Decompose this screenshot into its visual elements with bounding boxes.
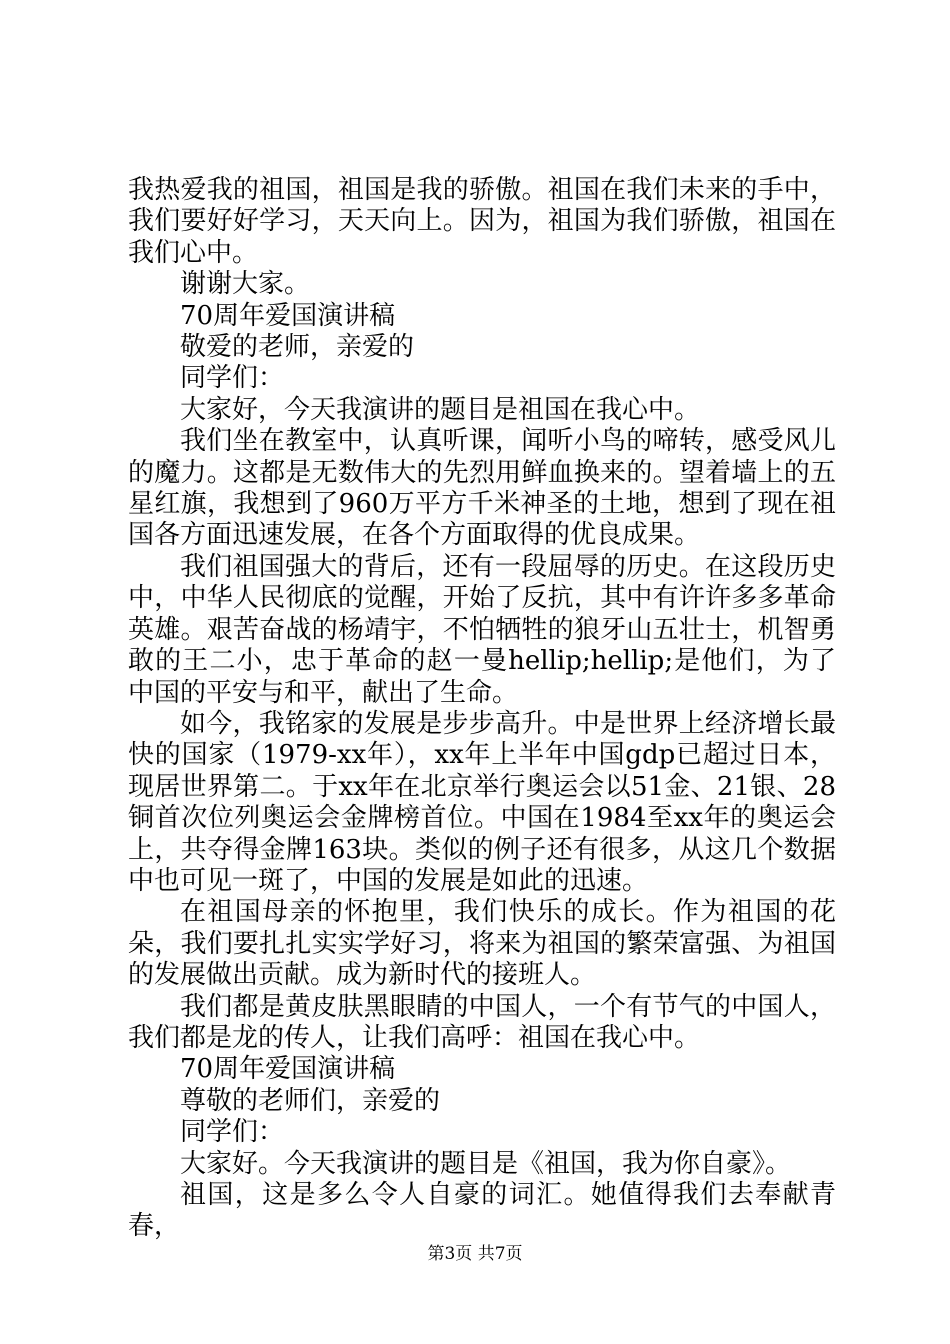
paragraph: 祖国，这是多么令人自豪的词汇。她值得我们去奉献青春， [128, 1180, 836, 1242]
paragraph: 如今，我铭家的发展是步步高升。中是世界上经济增长最快的国家（1979-xx年），xx年上半年中国gdp已超过日本，现居世界第二。于xx年在北京举行奥运会以51金、21银、28铜首次位列奥运会金牌榜首位。中国在1984至xx年的奥运会上，共夺得金牌163块。类似的例子还有很多，从这几个数据中也可见一斑了，中国的发展是如此的迅速。 [128, 708, 836, 896]
salutation: 同学们： [180, 1117, 285, 1148]
salutation: 敬爱的老师，亲爱的 [180, 332, 415, 363]
section-title: 70周年爱国演讲稿 [180, 300, 396, 331]
paragraph: 我热爱我的祖国，祖国是我的骄傲。祖国在我们未来的手中，我们要好好学习，天天向上。因为，祖国为我们骄傲，祖国在我们心中。 [128, 175, 836, 268]
page-number: 第3页 [427, 1244, 473, 1264]
paragraph: 谢谢大家。 [180, 269, 311, 300]
paragraph: 在祖国母亲的怀抱里，我们快乐的成长。作为祖国的花朵，我们要扎扎实实学好习，将来为祖国的繁荣富强、为祖国的发展做出贡献。成为新时代的接班人。 [128, 897, 836, 991]
document-body [128, 175, 836, 1243]
paragraph: 我们都是黄皮肤黑眼睛的中国人，一个有节气的中国人，我们都是龙的传人，让我们高呼：祖国在我心中。 [128, 991, 836, 1053]
page-footer [0, 1243, 950, 1265]
section-title: 70周年爱国演讲稿 [180, 1054, 396, 1085]
paragraph: 我们坐在教室中，认真听课，闻听小鸟的啼转，感受风儿的魔力。这都是无数伟大的先烈用鲜血换来的。望着墙上的五星红旗，我想到了960万平方千米神圣的土地，想到了现在祖国各方面迅速发展，在各个方面取得的优良成果。 [128, 426, 836, 551]
paragraph: 大家好。今天我演讲的题目是《祖国，我为你自豪》。 [180, 1148, 792, 1179]
salutation: 尊敬的老师们，亲爱的 [180, 1085, 441, 1116]
page-total: 共7页 [477, 1244, 523, 1264]
paragraph: 我们祖国强大的背后，还有一段屈辱的历史。在这段历史中，中华人民彻底的觉醒，开始了反抗，其中有许许多多革命英雄。艰苦奋战的杨靖宇，不怕牺牲的狼牙山五壮士，机智勇敢的王二小，忠于革命的赵一曼hellip;hellip;是他们，为了中国的平安与和平，献出了生命。 [128, 551, 836, 708]
salutation: 同学们： [180, 363, 285, 394]
paragraph: 大家好，今天我演讲的题目是祖国在我心中。 [180, 394, 701, 425]
